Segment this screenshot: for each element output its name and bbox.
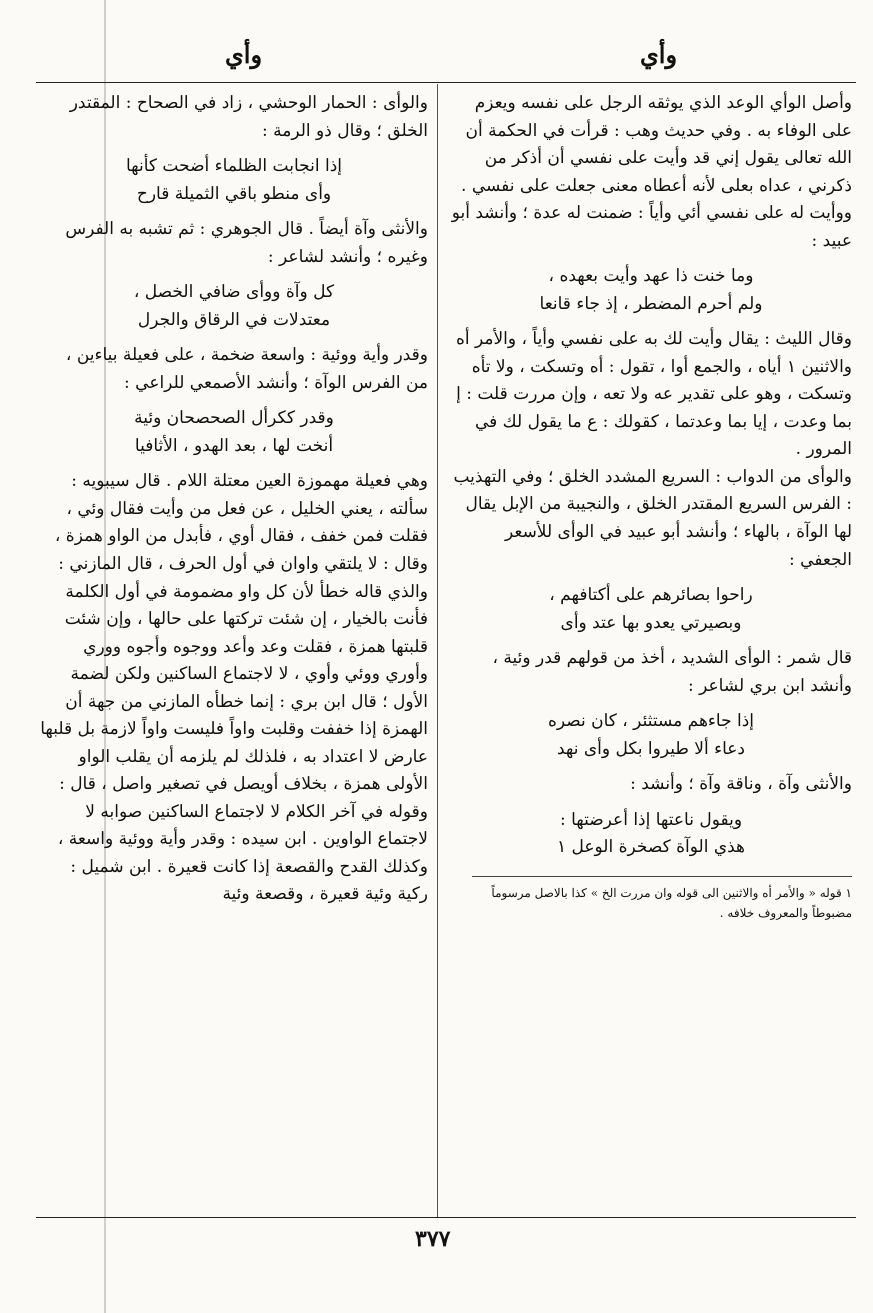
footnote: ١ قوله « والأمر أه والاثنين الى قوله وان مررت الخ » كذا بالاصل مرسوماً مضبوطاً والمعروف خلافه . xyxy=(491,885,852,921)
paragraph: والأنثى وآة أيضاً . قال الجوهري : ثم تشبه به الفرس وغيره ؛ وأنشد لشاعر : xyxy=(65,219,428,267)
paragraph: والوأى : الحمار الوحشي ، زاد في الصحاح : المقتدر الخلق ؛ وقال ذو الرمة : xyxy=(69,93,428,141)
verse xyxy=(450,582,852,637)
verse-line: كل وآة ووأى ضافي الخصل ، xyxy=(133,282,335,303)
verse xyxy=(450,807,852,862)
header-rule xyxy=(36,82,856,83)
paragraph: قال شمر : الوأى الشديد ، أخذ من قولهم قدر وئية ، وأنشد ابن بري لشاعر : xyxy=(492,648,852,696)
verse-line: ويقول ناعتها إذا أعرضتها : xyxy=(559,809,743,830)
verse-line: معتدلات في الرقاق والجرل xyxy=(137,309,331,330)
header-left-title: وأي xyxy=(225,40,263,69)
verse-line: إذا انجابت الظلماء أضحت كأنها xyxy=(126,156,342,177)
verse-line: أنخت لها ، بعد الهدو ، الأثافيا xyxy=(134,435,334,456)
verse-line: وما خنت ذا عهد وأيت بعهده ، xyxy=(548,266,754,287)
verse-line: وأى منطو باقي الثميلة قارح xyxy=(136,183,332,204)
column-divider xyxy=(437,84,438,1217)
verse-line xyxy=(450,834,852,862)
verse xyxy=(450,708,852,763)
verse-line: راحوا بصائرهم على أكتافهم ، xyxy=(549,585,753,606)
verse-line: وقدر ككرأل الصحصحان وئية xyxy=(134,408,334,429)
paragraph: والأنثى وآة ، وناقة وآة ؛ وأنشد : xyxy=(630,774,852,795)
paragraph: وقال الليث : يقال وأيت لك به على نفسي وأياً ، والأمر أه والاثنين ١ أياه ، والجمع أوا ، تقول : أه وتسكت ، ولا تأه وتسكت ، وهو على تقدير عه ولا تعه ، وإن مررت قلت : إ بما وعدت ، إيا بما وعدتما ، كقولك : ع ما يقول لك في المرور . xyxy=(455,329,852,460)
right-column xyxy=(450,90,852,924)
verse-line: ولم أحرم المضطر ، إذ جاء قانعا xyxy=(539,293,763,314)
verse xyxy=(40,405,428,460)
verse xyxy=(40,153,428,208)
verse-line: دعاء ألا طيروا بكل وأى نهد xyxy=(556,738,746,759)
verse-text: هذي الوآة كصخرة الوعل xyxy=(571,837,746,858)
verse-line: وبصيرتي يعدو بها عتد وأى xyxy=(560,612,742,633)
footnote-marker: ١ xyxy=(556,837,567,858)
verse xyxy=(40,279,428,334)
paragraph: وأصل الوأي الوعد الذي يوثقه الرجل على نفسه ويعزم على الوفاء به . وفي حديث وهب : قرأت في الحكمة أن الله تعالى يقول إني قد وأيت على نفسي أن أذكر من ذكرني ، عداه بعلى لأنه أعطاه معنى جعلت على نفسي . ووأيت له على نفسي أئي وأياً : ضمنت له عدة ؛ وأنشد أبو عبيد : xyxy=(451,93,852,251)
footnote-rule xyxy=(472,876,852,877)
left-column xyxy=(40,90,428,909)
paragraph: والوأى من الدواب : السريع المشدد الخلق ؛ وفي التهذيب : الفرس السريع المقتدر الخلق ، والنجيبة من الإبل يقال لها الوآة ، بالهاء ؛ وأنشد أبو عبيد في الوأى للأسعر الجعفي : xyxy=(453,466,852,570)
paragraph: وهي فعيلة مهموزة العين معتلة اللام . قال سيبويه : سألته ، يعني الخليل ، عن فعل من وأيت فقال وئي ، فقلت فمن خفف ، فقال أوي ، فأبدل من الواو همزة ، وقال : لا يلتقي واوان في أول الحرف ، قال المازني : والذي قاله خطأ لأن كل واو مضمومة في أول الكلمة فأنت بالخيار ، إن شئت تركتها على حالها ، وإن شئت قلبتها همزة ، فقلت وعد وأعد ووجوه وأجوه ووري وأوري ووئي وأوي ، لا لاجتماع الساكنين ولكن لضمة الأول ؛ قال ابن بري : إنما خطأه المازني من جهة أن الهمزة إذا خففت وقلبت واواً فليست واواً لازمة بل قلبها عارض لا اعتداد به ، فلذلك لم يلزمه أن يقلب الواو الأولى همزة ، بخلاف أويصل في تصغير واصل ، قال : وقوله في آخر الكلام لا لاجتماع الساكنين صوابه لا لاجتماع الواوين . ابن سيده : وقدر وأية ووئية واسعة ، وكذلك القدح والقصعة إذا كانت قعيرة . ابن شميل : ركية وئية قعيرة ، وقصعة وئية xyxy=(40,471,428,905)
paragraph: وقدر وأية ووئية : واسعة ضخمة ، على فعيلة بياءين ، من الفرس الوآة ؛ وأنشد الأصمعي للراعي : xyxy=(65,345,428,393)
header-right-title: وأي xyxy=(640,40,678,69)
page-number: ٣٧٧ xyxy=(415,1226,451,1252)
footer-rule xyxy=(36,1217,856,1218)
verse xyxy=(450,263,852,318)
verse-line: إذا جاءهم مستثئر ، كان نصره xyxy=(547,711,755,732)
